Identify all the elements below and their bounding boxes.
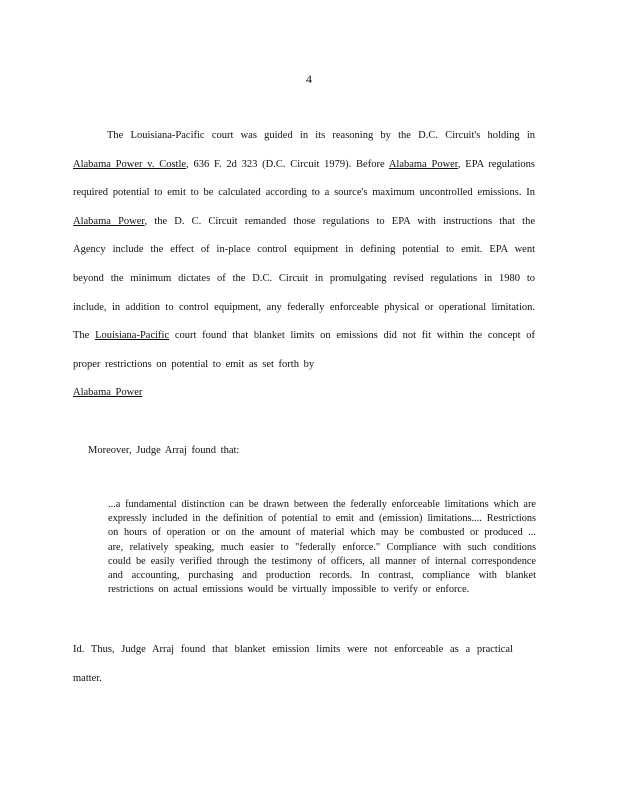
paragraph-text: , 636 F. 2d 323 (D.C. Circuit 1979). Before bbox=[186, 158, 385, 170]
case-citation-alabama-power: Alabama Power bbox=[388, 158, 458, 170]
paragraph-text: court was guided in its reasoning by the D.C. Circuit's holding in bbox=[211, 130, 536, 141]
paragraph-louisiana-pacific bbox=[73, 122, 535, 408]
paragraph-text: , the D. C. Circuit remanded those regulations to EPA with instructions that the Agency include the effect of in-place control equipment in defining potential to emit. EPA went beyond the minimum dictates of the D.C. Circuit in promulgating revised regulations in 1980 to include, in addition to control equipment, any federally enforceable physical or operational limitation. The bbox=[73, 215, 535, 342]
case-citation-alabama-power-v-costle: Alabama Power v. Costle bbox=[73, 158, 187, 170]
paragraph-text: court found that blanket limits on emissions did not fit within the concept of proper restrictions on potential to emit as set forth by bbox=[73, 330, 536, 370]
page-number: 4 bbox=[306, 72, 312, 86]
case-citation-louisiana-pacific: Louisiana-Pacific bbox=[95, 330, 170, 342]
paragraph-text: , EPA regulations required potential to emit to be calculated according to a source's maximum uncontrolled emissions. In bbox=[73, 158, 535, 199]
case-citation-alabama-power: Alabama Power bbox=[73, 387, 143, 399]
paragraph-moreover: Moreover, Judge Arraj found that: bbox=[88, 445, 240, 456]
case-citation-alabama-power: Alabama Power bbox=[73, 215, 145, 227]
paragraph-conclusion: Id. Thus, Judge Arraj found that blanket emission limits were not enforceable as a practical matter. bbox=[73, 644, 513, 684]
block-quote: ...a fundamental distinction can be drawn between the federally enforceable limitations which are expressly included in the definition of potential to emit and (emission) limitations.... Restrictions on hours of operation or on the amount of material which may be combusted or produced ... are, relatively speaking, much easier to "federally enforce." Compliance with such conditions could be easily verified through the testimony of officers, all manner of internal correspondence and accounting, purchasing and production records. In contrast, compliance with blanket restrictions on actual emissions would be virtually impossible to verify or enforce. bbox=[108, 499, 536, 596]
case-name-louisiana-pacific: The Louisiana-Pacific bbox=[107, 130, 205, 141]
